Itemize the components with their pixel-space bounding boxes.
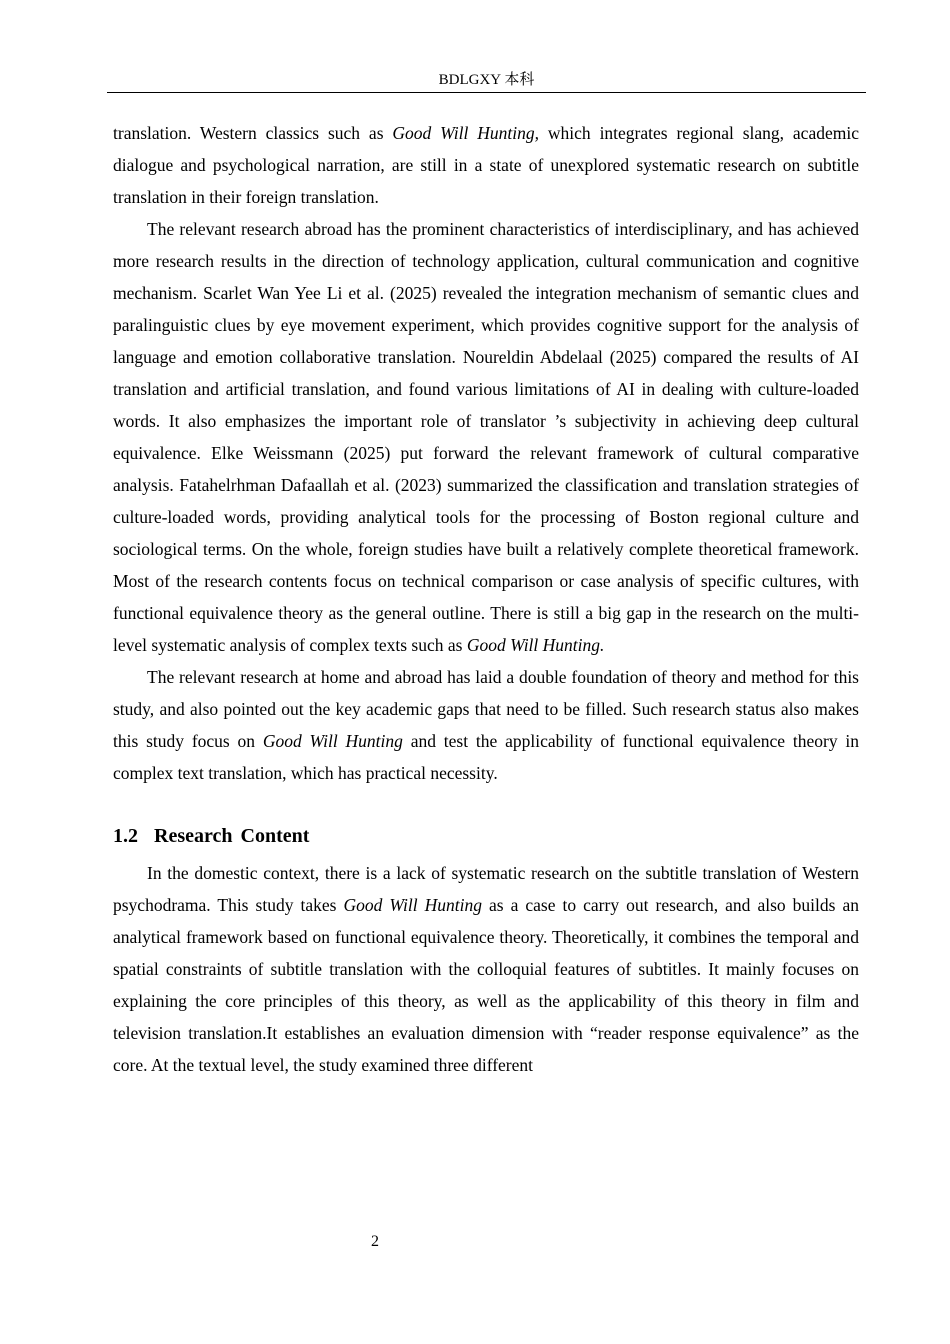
page-number: 2 — [371, 1233, 379, 1250]
section-number: 1.2 — [113, 825, 138, 847]
film-title: Good Will Hunting — [262, 731, 403, 751]
film-title: Good Will Hunting — [343, 895, 482, 915]
paragraph-text: as a case to carry out research, and also builds an analytical framework based on functional equivalence theory. Theoretically, it combines the temporal and spatial constraints of subtitle translation with the colloquial features of subtitles. It mainly focuses on explaining the core principles of this theory, as well as the applicability of this theory in film and television translation.It establishes an evaluation dimension with “reader response equivalence” as the core. At the textual level, the study examined three different — [113, 895, 859, 1075]
paragraph-text: translation. Western classics such as — [113, 123, 393, 143]
film-title: Good Will Hunting. — [466, 635, 605, 655]
paragraph-text: In the domestic context, there is a lack of systematic research on the subtitle translation of Western psychodrama. This study takes — [113, 863, 859, 915]
paragraph-3 — [113, 661, 859, 789]
film-title: Good Will Hunting, — [392, 123, 540, 143]
paragraph-4 — [113, 857, 859, 1081]
paragraph-2 — [113, 213, 859, 661]
paragraph-text: The relevant research at home and abroad has laid a double foundation of theory and method for this study, and also pointed out the key academic gaps that need to be filled. Such research status also makes this study focus on — [113, 667, 859, 751]
page-body — [113, 117, 859, 1081]
paragraph-text: The relevant research abroad has the prominent characteristics of interdisciplinary, and has achieved more research results in the direction of technology application, cultural communication and cognitive mechanism. Scarlet Wan Yee Li et al. (2025) revealed the integration mechanism of semantic clues and paralinguistic clues by eye movement experiment, which provides cognitive support for the analysis of language and emotion collaborative translation. Noureldin Abdelaal (2025) compared the results of AI translation and artificial translation, and found various limitations of AI in dealing with culture-loaded words. It also emphasizes the important role of translator ’s subjectivity in achieving deep cultural equivalence. Elke Weissmann (2025) put forward the relevant framework of cultural comparative analysis. Fatahelrhman Dafaallah et al. (2023) summarized the classification and translation strategies of culture-loaded words, providing analytical tools for the processing of Boston regional culture and sociological terms. On the whole, foreign studies have built a relatively complete theoretical framework. Most of the research contents focus on technical comparison or case analysis of specific cultures, with functional equivalence theory as the general outline. There is still a big gap in the research on the multi-level systematic analysis of complex texts such as — [113, 219, 859, 655]
section-title: Research Content — [154, 825, 310, 847]
running-title: BDLGXY 本科 — [438, 72, 535, 88]
paragraph-1 — [113, 117, 859, 213]
running-header — [107, 70, 866, 93]
paragraph-text: and test the applicability of functional equivalence theory in complex text translation, which has practical necessity. — [113, 731, 859, 783]
section-heading — [113, 819, 859, 853]
paragraph-text: which integrates regional slang, academic dialogue and psychological narration, are still in a state of unexplored systematic research on subtitle translation in their foreign translation. — [113, 123, 859, 207]
